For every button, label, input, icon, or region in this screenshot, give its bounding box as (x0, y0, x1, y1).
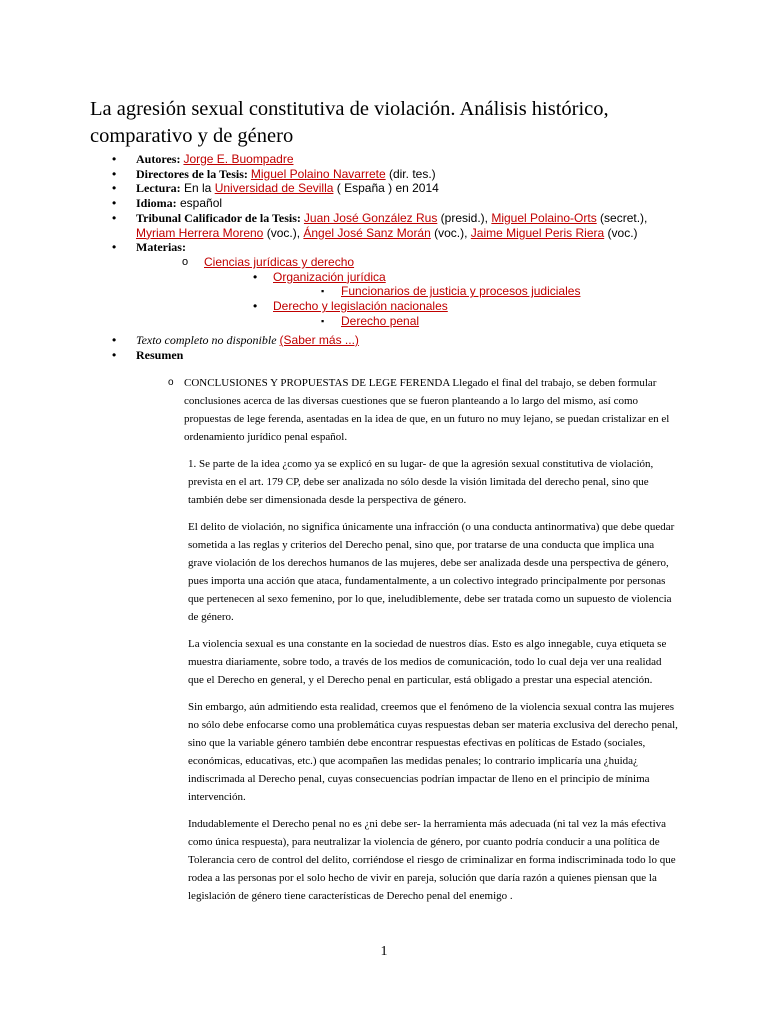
materia-link[interactable]: Derecho penal (341, 313, 420, 328)
meta-autores (90, 152, 690, 167)
materias-tree (90, 255, 690, 329)
saber-mas-link[interactable]: (Saber más ...) (279, 333, 359, 347)
tribunal-member-link[interactable]: Jaime Miguel Peris Riera (470, 225, 605, 240)
lectura-prefix: En la (180, 181, 215, 196)
abstract-paragraph: La violencia sexual es una constante en la sociedad de nuestros días. Esto es algo innegable, cuya etiqueta se muestra diariamente, sobre todo, a través de los medios de comunicación, todo lo cual deja ver una realidad que el Derecho en general, y el Derecho penal en particular, está obligado a prestar una especial atención. (188, 638, 667, 686)
materias-label: Materias: (136, 240, 186, 255)
resumen-label: Resumen (136, 347, 184, 362)
materia-link[interactable]: Ciencias jurídicas y derecho (204, 255, 355, 269)
lectura-suffix: ( España ) en 2014 (333, 181, 439, 196)
director-role: (dir. tes.) (385, 166, 436, 181)
tribunal-role: (voc.), (430, 225, 471, 240)
thesis-metadata-list-2 (90, 333, 690, 362)
page-number: 1 (380, 944, 388, 959)
tribunal-member-link[interactable]: Miguel Polaino-Orts (491, 210, 597, 225)
abstract-paragraph: Sin embargo, aún admitiendo esta realidad, creemos que el fenómeno de la violencia sexual contra las mujeres no sólo debe enfocarse como una problemática cuyas respuestas deban ser materia exclusiva del derecho penal, sino que la variable género también debe encontrar respuestas efectivas en políticas de Estado (sociales, económicas, educativas, etc.) que acompañen las medidas penales; lo contrario implicaría una ¿huida¿ indiscrimada al Derecho penal, cuyas consecuencias podrían impactar de lleno en el principio de mínima intervención. (188, 701, 678, 803)
author-link[interactable]: Jorge E. Buompadre (183, 152, 294, 166)
tribunal-role: (voc.) (604, 225, 638, 240)
meta-directores (90, 167, 690, 182)
materia-level2 (90, 299, 690, 314)
tribunal-label: Tribunal Calificador de la Tesis: (136, 210, 301, 225)
meta-resumen (90, 348, 690, 363)
tribunal-member-link[interactable]: Ángel José Sanz Morán (303, 225, 431, 240)
thesis-title: La agresión sexual constitutiva de violación. Análisis histórico, comparativo y de género (90, 98, 609, 147)
meta-lectura (90, 181, 690, 196)
thesis-metadata-list (90, 152, 690, 255)
materia-link[interactable]: Derecho y legislación nacionales (273, 299, 448, 314)
materia-level3 (90, 284, 690, 299)
materia-link[interactable]: Organización jurídica (273, 269, 386, 284)
meta-texto (90, 333, 690, 348)
abstract-paragraph: 1. Se parte de la idea ¿como ya se explicó en su lugar- de que la agresión sexual constitutiva de violación, prevista en el art. 179 CP, debe ser analizada no sólo desde la visión limitada del derecho penal, sino que también debe ser dimensionada desde la perspectiva de género. (188, 458, 654, 506)
abstract-lead-text: CONCLUSIONES Y PROPUESTAS DE LEGE FERENDA Llegado el final del trabajo, se deben formular conclusiones acerca de las diversas cuestiones que se fueron planteando a lo largo del mismo, así como propuestas de lege ferenda, asentadas en la idea de que, en un futuro no muy lejano, se puedan cristalizar en el ordenamiento jurídico penal español. (184, 377, 670, 443)
materia-level3 (90, 314, 690, 329)
director-link[interactable]: Miguel Polaino Navarrete (250, 166, 386, 181)
directores-label: Directores de la Tesis: (136, 166, 248, 181)
idioma-value: español (176, 196, 223, 211)
abstract-bullet: o (168, 377, 174, 388)
abstract-paragraph: El delito de violación, no significa únicamente una infracción (o una conducta antinormativa) que debe quedar sometida a las reglas y criterios del Derecho penal, sino que, por tratarse de una conducta que implica una grave violación de los derechos humanos de las mujeres, debe ser analizada desde una perspectiva de género, pues importa una acción que ataca, fundamentalmente, a un colectivo integrado principalmente por personas que pertenecen al sexo femenino, por lo que, ineludiblemente, debe ser tratada como un supuesto de violencia de género. (188, 521, 675, 623)
abstract-paragraph (184, 374, 680, 446)
tribunal-role: (presid.), (437, 210, 492, 225)
meta-tribunal (90, 211, 690, 240)
abstract-paragraph: Indudablemente el Derecho penal no es ¿ni debe ser- la herramienta más adecuada (ni tal vez la más efectiva como única respuesta), para neutralizar la violencia de género, por cuanto podría conducir a una política de Tolerancia cero de control del delito, corriéndose el riesgo de criminalizar en forma indiscriminada todo lo que rodea a las personas por el solo hecho de vivir en pareja, solución que daría razón a quienes piensan que la legislación de género tiene características de Derecho penal del enemigo . (188, 818, 676, 902)
meta-idioma (90, 196, 690, 211)
autores-label: Autores: (136, 152, 181, 166)
tribunal-member-link[interactable]: Juan José González Rus (303, 210, 438, 225)
materia-level1 (90, 255, 690, 270)
idioma-label: Idioma: (136, 196, 177, 211)
meta-materias (90, 240, 690, 255)
tribunal-role: (secret.), (596, 210, 648, 225)
texto-completo-label: Texto completo no disponible (136, 333, 277, 347)
materia-link[interactable]: Funcionarios de justicia y procesos judiciales (341, 284, 581, 299)
tribunal-member-link[interactable]: Myriam Herrera Moreno (136, 225, 264, 240)
tribunal-role: (voc.), (263, 225, 304, 240)
materia-level2 (90, 270, 690, 285)
university-link[interactable]: Universidad de Sevilla (214, 181, 334, 196)
lectura-label: Lectura: (136, 181, 181, 196)
abstract-body (170, 374, 680, 914)
